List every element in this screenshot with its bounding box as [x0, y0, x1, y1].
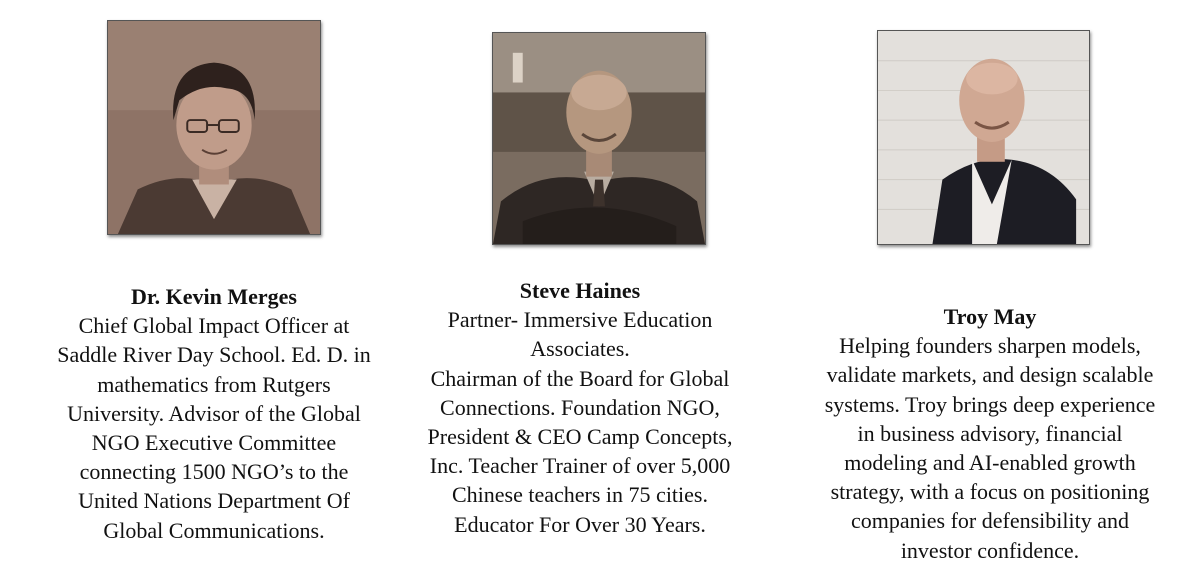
bio-line: Associates. — [530, 336, 630, 362]
bio-line: Inc. Teacher Trainer of over 5,000 — [429, 453, 731, 479]
profile-photo-kevin-merges — [107, 20, 321, 235]
profile-photo-troy-may — [877, 30, 1090, 245]
portrait-kevin-merges — [108, 21, 320, 234]
profile-name: Steve Haines — [519, 278, 641, 303]
portrait-troy-may — [878, 31, 1089, 244]
bio-line: Partner- Immersive Education — [447, 307, 713, 333]
profile-photo-steve-haines — [492, 32, 706, 245]
bio-line: NGO Executive Committee — [91, 430, 337, 456]
bio-line: Helping founders sharpen models, — [839, 333, 1141, 359]
bio-line: Chief Global Impact Officer at — [78, 313, 350, 339]
bio-line: in business advisory, financial — [857, 420, 1123, 446]
bio-line: Chairman of the Board for Global — [430, 365, 730, 391]
profile-name: Troy May — [943, 304, 1037, 329]
bio-line: investor confidence. — [900, 537, 1080, 563]
bio-line: United Nations Department Of — [78, 488, 350, 514]
bio-kevin-merges — [14, 282, 414, 545]
bio-line: validate markets, and design scalable — [826, 362, 1154, 388]
bio-line: President & CEO Camp Concepts, — [427, 424, 733, 450]
bio-line: systems. Troy brings deep experience — [824, 391, 1156, 417]
portrait-steve-haines — [493, 33, 705, 244]
bio-line: Chinese teachers in 75 cities. — [452, 482, 708, 508]
bio-steve-haines — [380, 276, 780, 539]
bio-line: companies for defensibility and — [851, 508, 1129, 534]
bio-line: connecting 1500 NGO’s to the — [79, 459, 349, 485]
bio-line: modeling and AI-enabled growth — [844, 450, 1136, 476]
profile-name: Dr. Kevin Merges — [131, 284, 297, 309]
bio-line: University. Advisor of the Global — [67, 400, 361, 426]
bio-line: strategy, with a focus on positioning — [830, 479, 1150, 505]
bio-line: mathematics from Rutgers — [97, 371, 331, 397]
bio-line: Educator For Over 30 Years. — [454, 511, 706, 537]
bio-line: Saddle River Day School. Ed. D. in — [57, 342, 371, 368]
bio-line: Connections. Foundation NGO, — [440, 394, 720, 420]
bio-line: Global Communications. — [103, 517, 325, 543]
bio-troy-may — [790, 302, 1190, 565]
